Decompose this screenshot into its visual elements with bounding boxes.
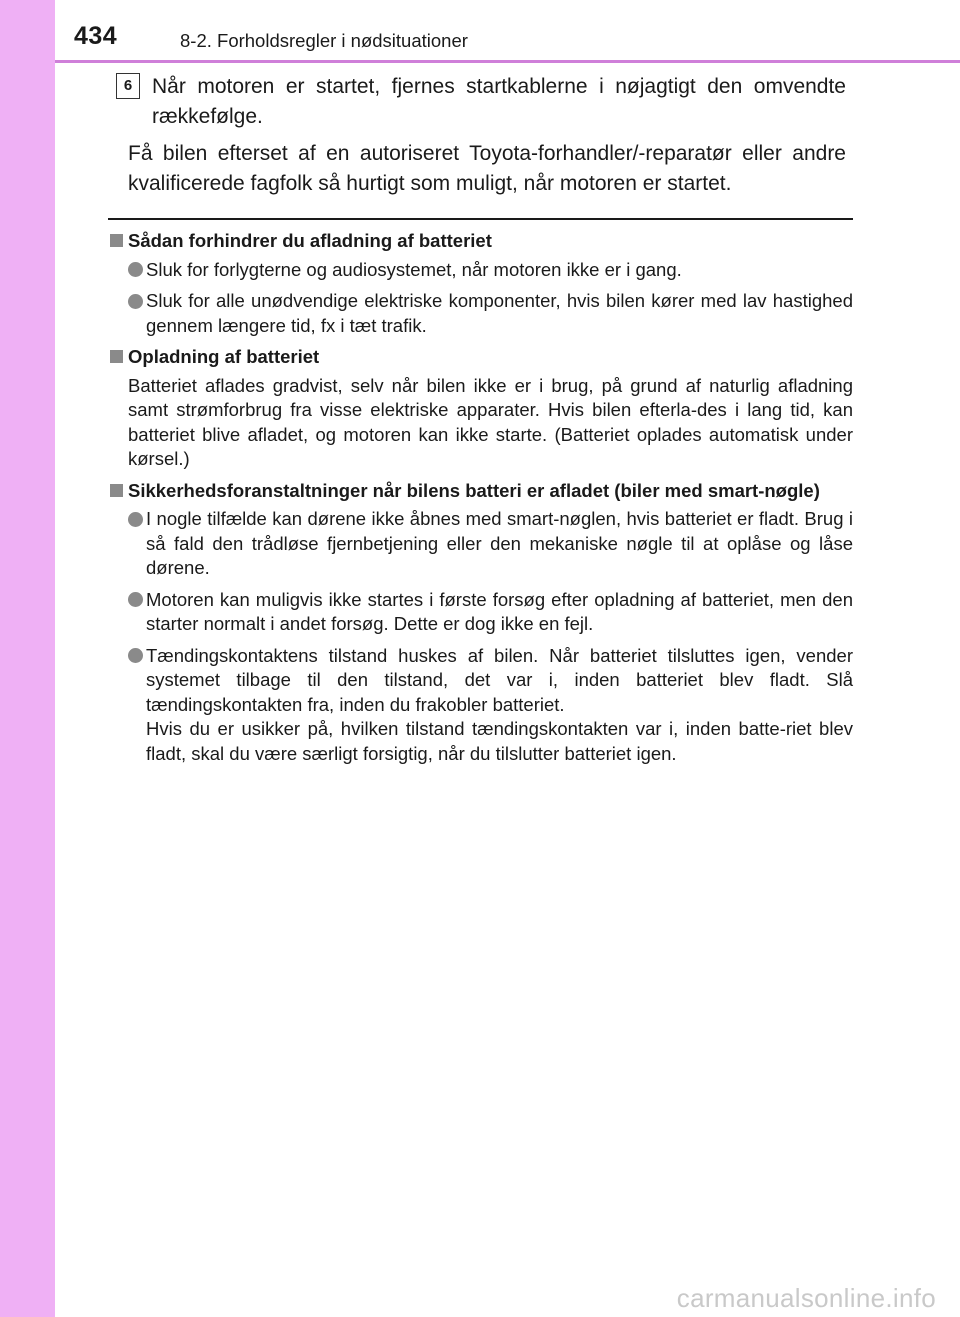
- round-bullet-icon: [128, 262, 143, 277]
- list-item: [108, 588, 853, 637]
- list-item-text: Sluk for alle unødvendige elektriske komponenter, hvis bilen kører med lav hastighed gennem længere tid, fx i tæt trafik.: [146, 290, 853, 336]
- round-bullet-icon: [128, 592, 143, 607]
- round-bullet-icon: [128, 512, 143, 527]
- note-section-smart-key: [108, 479, 853, 767]
- page-number: 434: [74, 22, 118, 50]
- list-item: [108, 507, 853, 581]
- note-heading-text: Sikkerhedsforanstaltninger når bilens batteri er afladet (biler med smart-nøgle): [128, 479, 820, 501]
- note-section-prevent-discharge: [108, 229, 853, 338]
- list-item: [108, 644, 853, 767]
- list-item-text: Motoren kan muligvis ikke startes i første forsøg efter opladning af batteriet, men den starter normalt i andet forsøg. Dette er dog ikke en fejl.: [146, 588, 853, 634]
- list-item: [108, 258, 853, 283]
- step-text: Når motoren er startet, fjernes startkablerne i nøjagtigt den omvendte rækkefølge.: [152, 75, 846, 128]
- note-heading-text: Opladning af batteriet: [128, 346, 320, 367]
- square-bullet-icon: [110, 350, 123, 363]
- square-bullet-icon: [110, 234, 123, 247]
- page-side-tab: [0, 0, 55, 1317]
- watermark: carmanualsonline.info: [676, 1283, 936, 1313]
- round-bullet-icon: [128, 648, 143, 663]
- note-section-charging: [108, 345, 853, 472]
- list-item-text: Sluk for forlygterne og audiosystemet, når motoren ikke er i gang.: [146, 258, 682, 280]
- list-item-text: Tændingskontaktens tilstand huskes af bilen. Når batteriet tilsluttes igen, vender systemet tilbage til den tilstand, det var i, inden batteriet blev fladt. Slå tændingskontakten fra, inden du frakobler batteriet.: [146, 644, 853, 715]
- note-paragraph: Batteriet aflades gradvist, selv når bilen ikke er i brug, på grund af naturlig afladning samt strømforbrug fra visse elektriske apparater. Hvis bilen efterla-des i lang tid, kan batteriet blive afladet, og motoren kan ikke starte. (Batteriet oplades automatisk under kørsel.): [128, 374, 853, 469]
- section-title: 8-2. Forholdsregler i nødsituationer: [180, 30, 468, 51]
- square-bullet-icon: [110, 484, 123, 497]
- list-item: [108, 289, 853, 338]
- list-item-text-continued: Hvis du er usikker på, hvilken tilstand tændingskontakten var i, inden batte-riet blev fladt, skal du være særligt forsigtig, når du tilslutter batteriet igen.: [146, 718, 853, 764]
- section-divider: [108, 218, 853, 220]
- notes-block: [108, 229, 853, 773]
- step-number-badge: 6: [116, 73, 140, 99]
- note-heading: [108, 479, 853, 504]
- note-heading: [108, 345, 853, 370]
- header-rule: [55, 60, 960, 63]
- note-heading: [108, 229, 853, 254]
- followup-paragraph: Få bilen efterset af en autoriseret Toyota-forhandler/-reparatør eller andre kvalificerede fagfolk så hurtigt som muligt, når motoren er startet.: [128, 142, 846, 195]
- round-bullet-icon: [128, 294, 143, 309]
- list-item-text: I nogle tilfælde kan dørene ikke åbnes med smart-nøglen, hvis batteriet er fladt. Brug i så fald den trådløse fjernbetjening eller den mekaniske nøgle til at oplåse og låse dørene.: [146, 508, 853, 578]
- note-heading-text: Sådan forhindrer du afladning af batteriet: [128, 230, 492, 251]
